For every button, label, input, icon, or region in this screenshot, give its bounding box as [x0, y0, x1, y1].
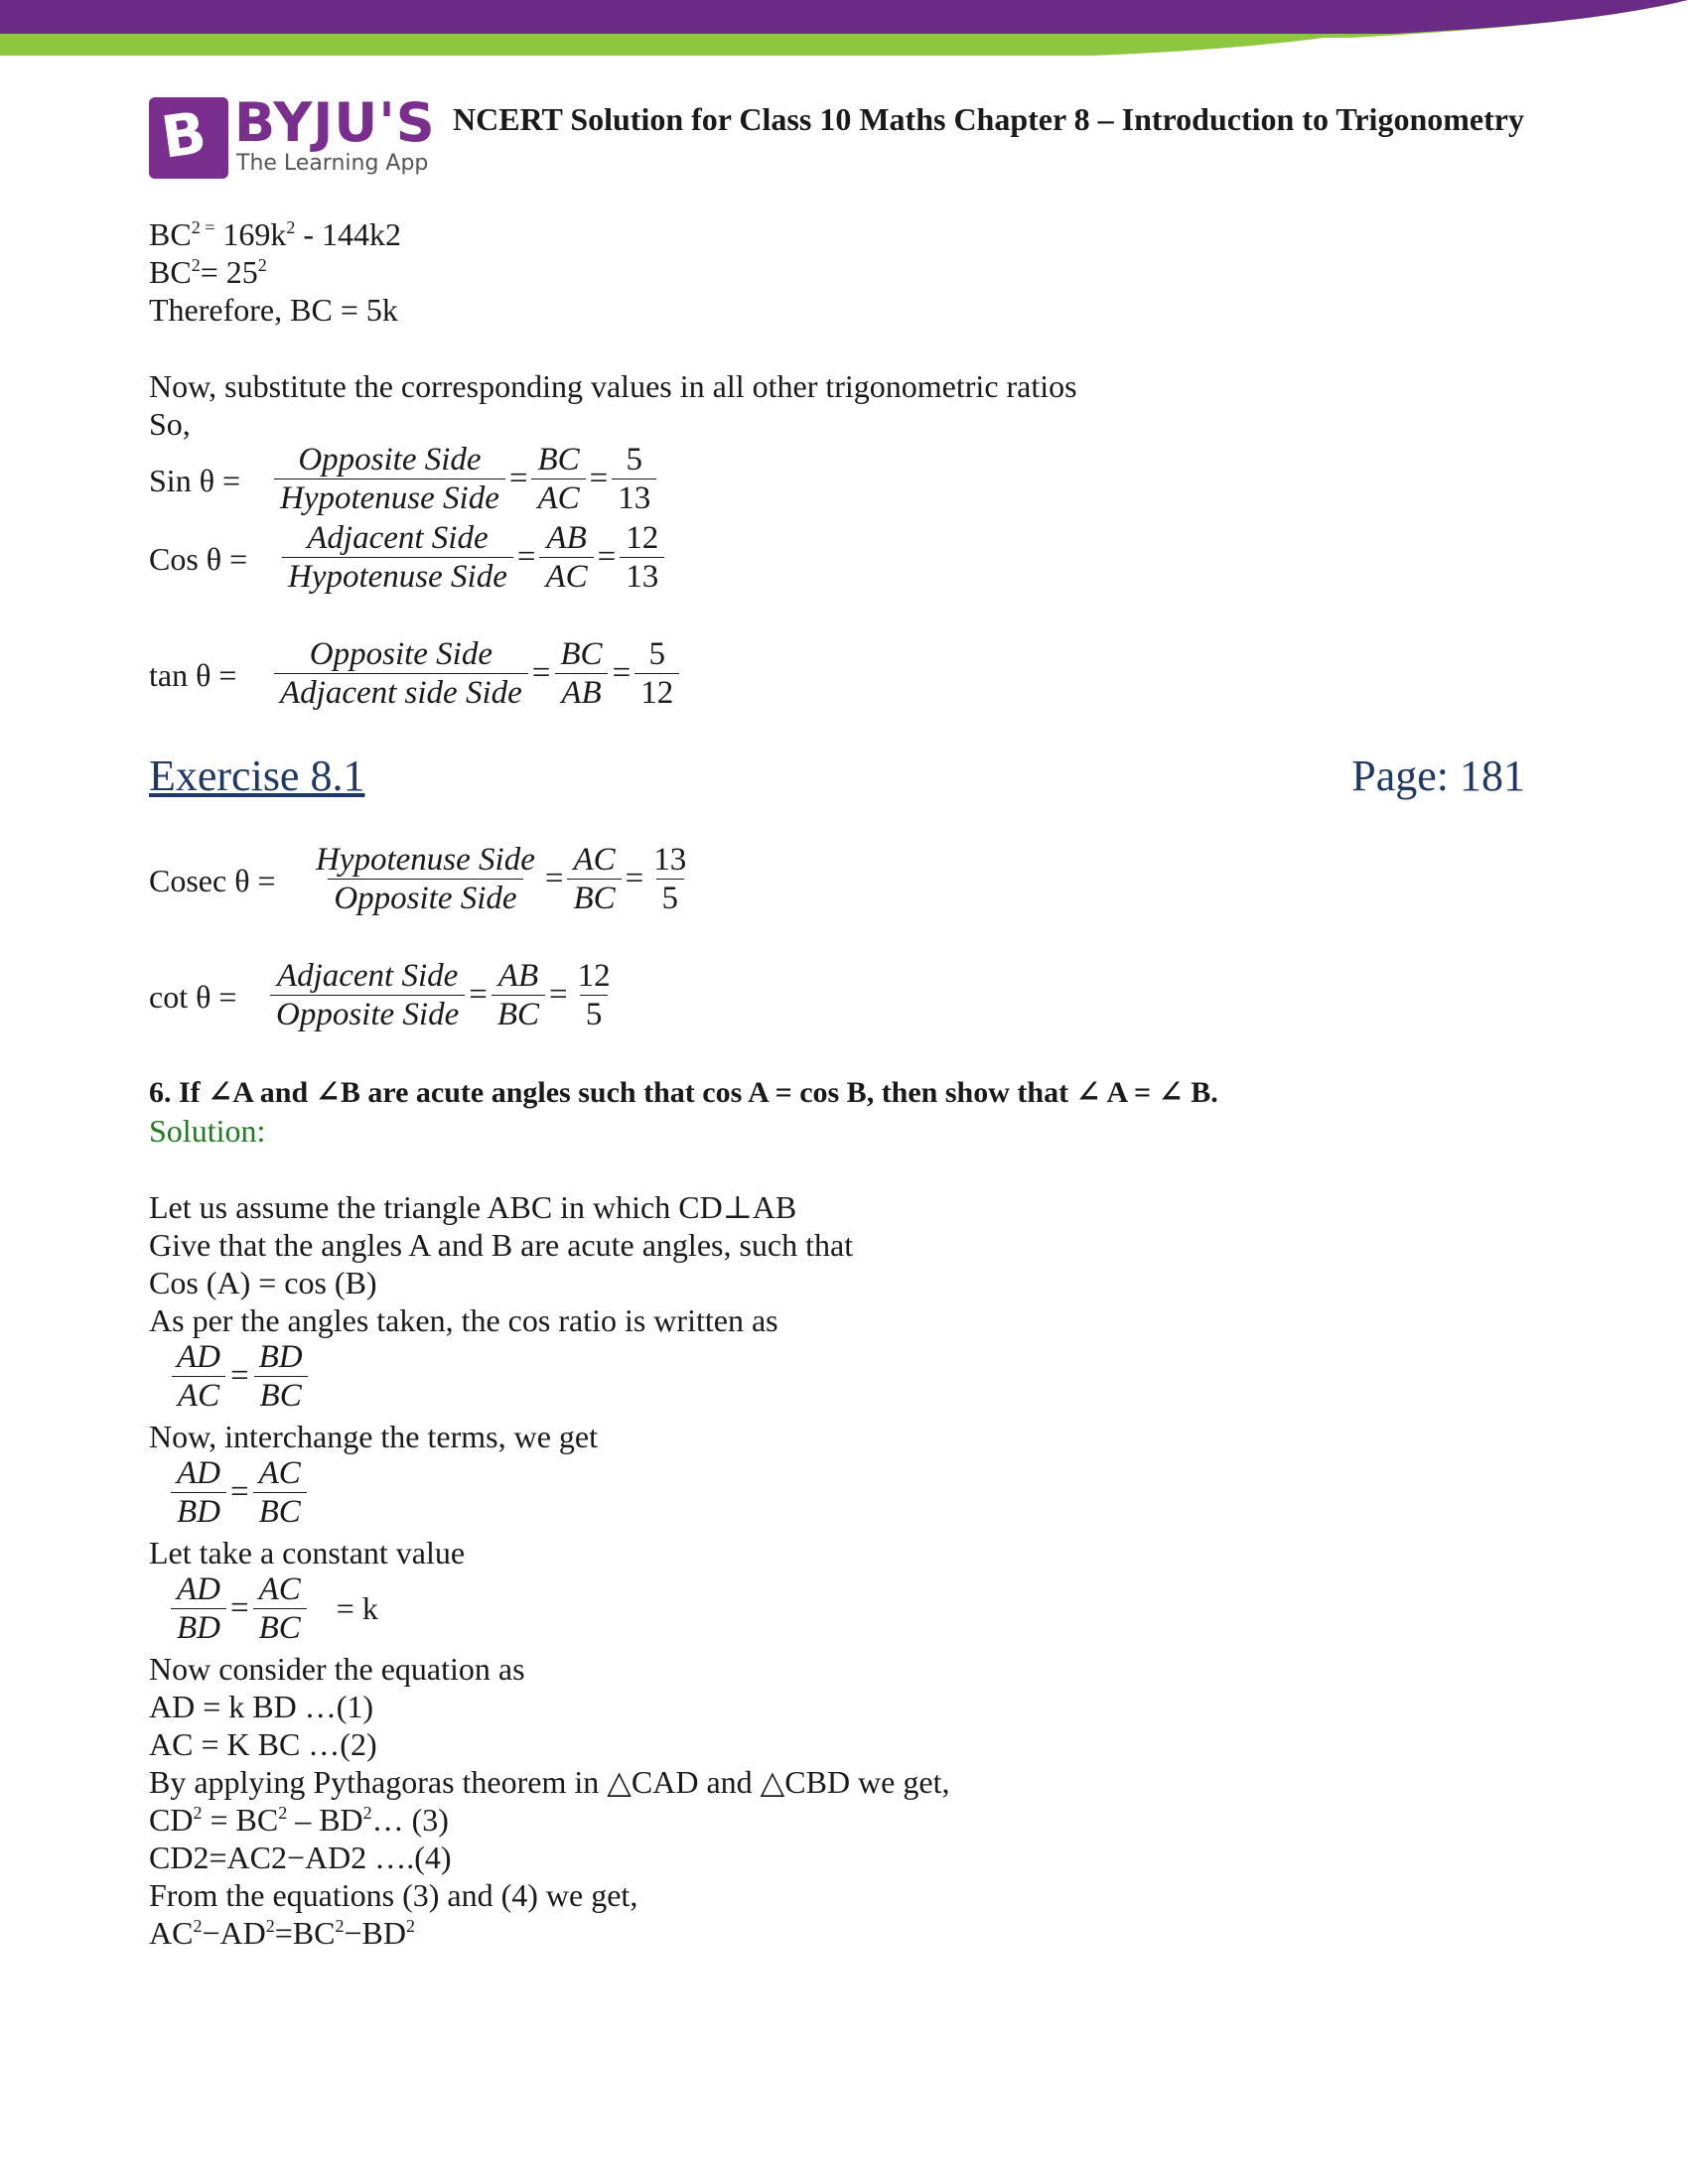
solution-line: Let us assume the triangle ABC in which CD⊥AB	[149, 1189, 797, 1225]
solution-line: Now consider the equation as	[149, 1651, 525, 1687]
byjus-logo[interactable]	[149, 91, 436, 179]
solution-line: Now, interchange the terms, we get	[149, 1419, 598, 1454]
logo-wordmark: BYJU'S	[234, 91, 436, 154]
page-number: Page: 181	[1351, 751, 1525, 800]
text-line: So,	[149, 406, 191, 442]
ratio-label-sin: Sin θ =	[149, 463, 241, 498]
tan-equation: $\frac{\text{Opposite Side}}{\text{Adjacent side Side}}$ = $\frac{BC}{AB}$ = $\frac{5}{12}$	[274, 635, 679, 712]
purple-band	[0, 0, 1688, 34]
ratio-label-cot: cot θ =	[149, 979, 237, 1015]
text-line: Now, substitute the corresponding values in all other trigonometric ratios	[149, 368, 1077, 404]
fraction-equation-2: $\frac{AD}{BD}$ = $\frac{AC}{BC}$	[171, 1454, 307, 1531]
solution-line: AD = k BD …(1)	[149, 1689, 374, 1724]
ratio-label-tan: tan θ =	[149, 657, 237, 693]
cot-equation: $\frac{\text{Adjacent Side}}{\text{Opposite Side}}$ = $\frac{AB}{BC}$ = $\frac{12}{5}$	[270, 957, 617, 1033]
cosec-equation: $\frac{\text{Hypotenuse Side}}{\text{Opposite Side}}$ = $\frac{AC}{BC}$ = $\frac{13}{5}$	[316, 842, 687, 916]
solution-line: From the equations (3) and (4) we get,	[149, 1877, 638, 1913]
green-band-lower	[0, 34, 1350, 56]
solution-line: CD2=AC2−AD2 ….(4)	[149, 1840, 452, 1875]
logo-icon: B	[149, 97, 228, 179]
equation-line: $BC^{2 =}$ $169k^2 - 144k2$	[149, 216, 401, 252]
sin-equation: $\frac{\text{Opposite Side}}{\text{Hypotenuse Side}}$ = $\frac{BC}{AC}$ = $\frac{5}{13}$	[274, 441, 656, 517]
exercise-heading: Exercise 8.1	[149, 751, 365, 800]
ratio-label-cosec: Cosec θ =	[149, 863, 276, 898]
solution-line: Give that the angles A and B are acute angles, such that	[149, 1227, 854, 1263]
solution-line: $AC^2-AD^2=BC^2-BD^2$	[149, 1915, 415, 1951]
solution-line: Let take a constant value	[149, 1535, 466, 1570]
fraction-equation-3: $\frac{AD}{BD}$ = $\frac{AC}{BC}$ = k	[171, 1570, 378, 1647]
ratio-label-cos: Cos θ =	[149, 541, 248, 577]
cos-equation: $\frac{\text{Adjacent Side}}{\text{Hypotenuse Side}}$ = $\frac{AB}{AC}$ = $\frac{12}{13}$	[282, 519, 664, 596]
solution-line: AC = K BC …(2)	[149, 1726, 377, 1762]
text-line: Therefore, BC = 5k	[149, 292, 398, 328]
solution-line: $CD^2 = BC^2$ – $BD^2\dots$ (3)	[149, 1802, 449, 1838]
fraction-equation-1: $\frac{AD}{AC}$ = $\frac{BD}{BC}$	[171, 1338, 309, 1415]
page-title: NCERT Solution for Class 10 Maths Chapter 8 – Introduction to Trigonometry	[453, 101, 1524, 137]
logo-tagline: The Learning App	[236, 151, 429, 176]
header-band	[0, 0, 1688, 60]
solution-label: Solution:	[149, 1113, 266, 1149]
equation-line: $BC^2= 25^2$	[149, 254, 267, 290]
solution-line: As per the angles taken, the cos ratio is written as	[149, 1302, 778, 1338]
solution-line: By applying Pythagoras theorem in △CAD and △CBD we get,	[149, 1764, 950, 1800]
question-6: 6. If ∠A and ∠B are acute angles such that cos A = cos B, then show that ∠ A = ∠ B.	[149, 1076, 1218, 1109]
solution-line: Cos (A) = cos (B)	[149, 1265, 377, 1300]
